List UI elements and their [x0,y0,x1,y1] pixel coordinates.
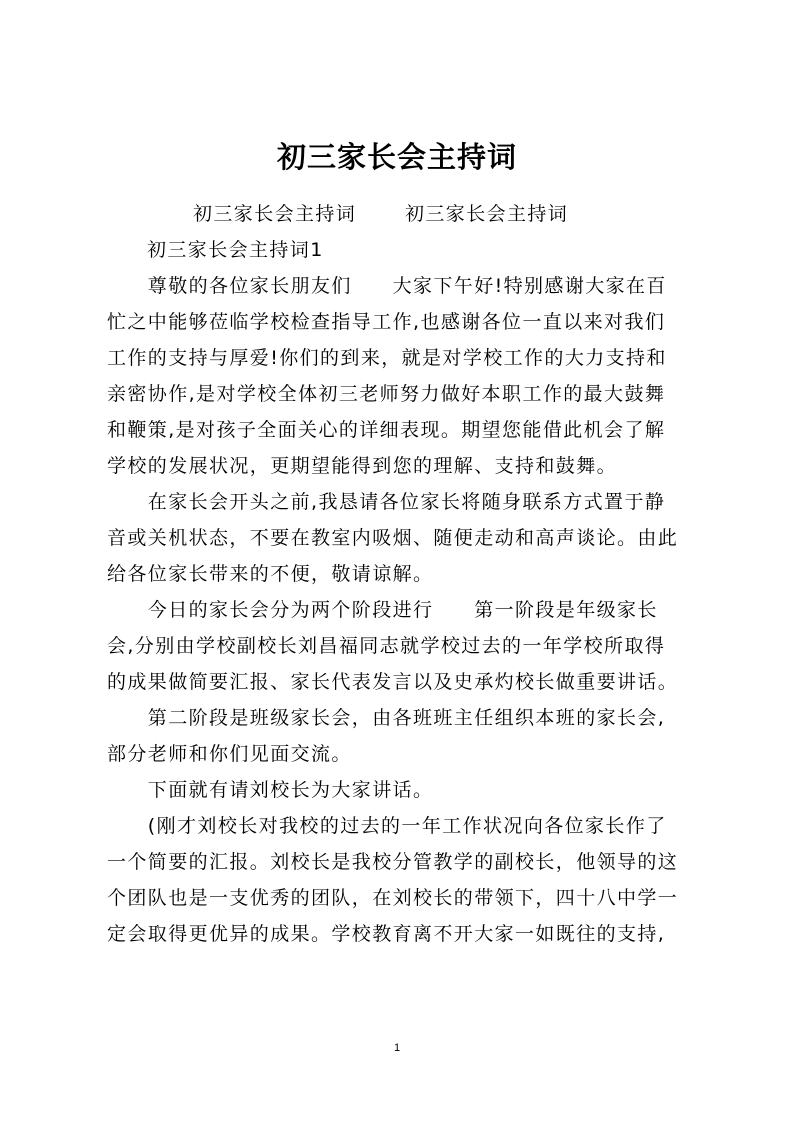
body-line: 下面就有请刘校长为大家讲话。 [107,779,434,801]
document-title: 初三家长会主持词 [276,140,517,174]
body-line: 音或关机状态，不要在教室内吸烟、随便走动和高声谈论。由此 [107,527,679,549]
body-line: 学校的发展状况，更期望能得到您的理解、支持和鼓舞。 [107,455,618,477]
body-line: 个团队也是一支优秀的团队，在刘校长的带领下，四十八中学一 [107,887,679,909]
subtitle-right: 初三家长会主持词 [405,203,569,225]
body-line: 和鞭策,是对孩子全面关心的详细表现。期望您能借此机会了解 [107,419,666,441]
body-line: 工作的支持与厚爱!你们的到来，就是对学校工作的大力支持和 [107,347,667,369]
body-line: 第二阶段是班级家长会，由各班班主任组织本班的家长会, [107,707,666,729]
body-line: 亲密协作,是对学校全体初三老师努力做好本职工作的最大鼓舞 [107,383,666,405]
section-heading: 初三家长会主持词1 [147,239,324,261]
body-line: 忙之中能够莅临学校检查指导工作,也感谢各位一直以来对我们 [107,311,666,333]
body-line: (刚才刘校长对我校的过去的一年工作状况向各位家长作了 [107,815,667,837]
body-line: 一个简要的汇报。刘校长是我校分管教学的副校长，他领导的这 [107,851,679,873]
body-line: 今日的家长会分为两个阶段进行 第一阶段是年级家长 [107,599,658,621]
body-line: 部分老师和你们见面交流。 [107,743,352,765]
subtitle-left: 初三家长会主持词 [193,203,357,225]
body-line: 的成果做简要汇报、家长代表发言以及史承灼校长做重要讲话。 [107,671,679,693]
page-number: 1 [393,1042,401,1054]
body-line: 定会取得更优异的成果。学校教育离不开大家一如既往的支持, [107,923,666,945]
body-line: 给各位家长带来的不便，敬请谅解。 [107,563,434,585]
body-line: 会,分别由学校副校长刘昌福同志就学校过去的一年学校所取得 [107,635,666,657]
body-line: 尊敬的各位家长朋友们 大家下午好!特别感谢大家在百 [107,275,667,297]
body-line: 在家长会开头之前,我恳请各位家长将随身联系方式置于静 [107,491,666,513]
